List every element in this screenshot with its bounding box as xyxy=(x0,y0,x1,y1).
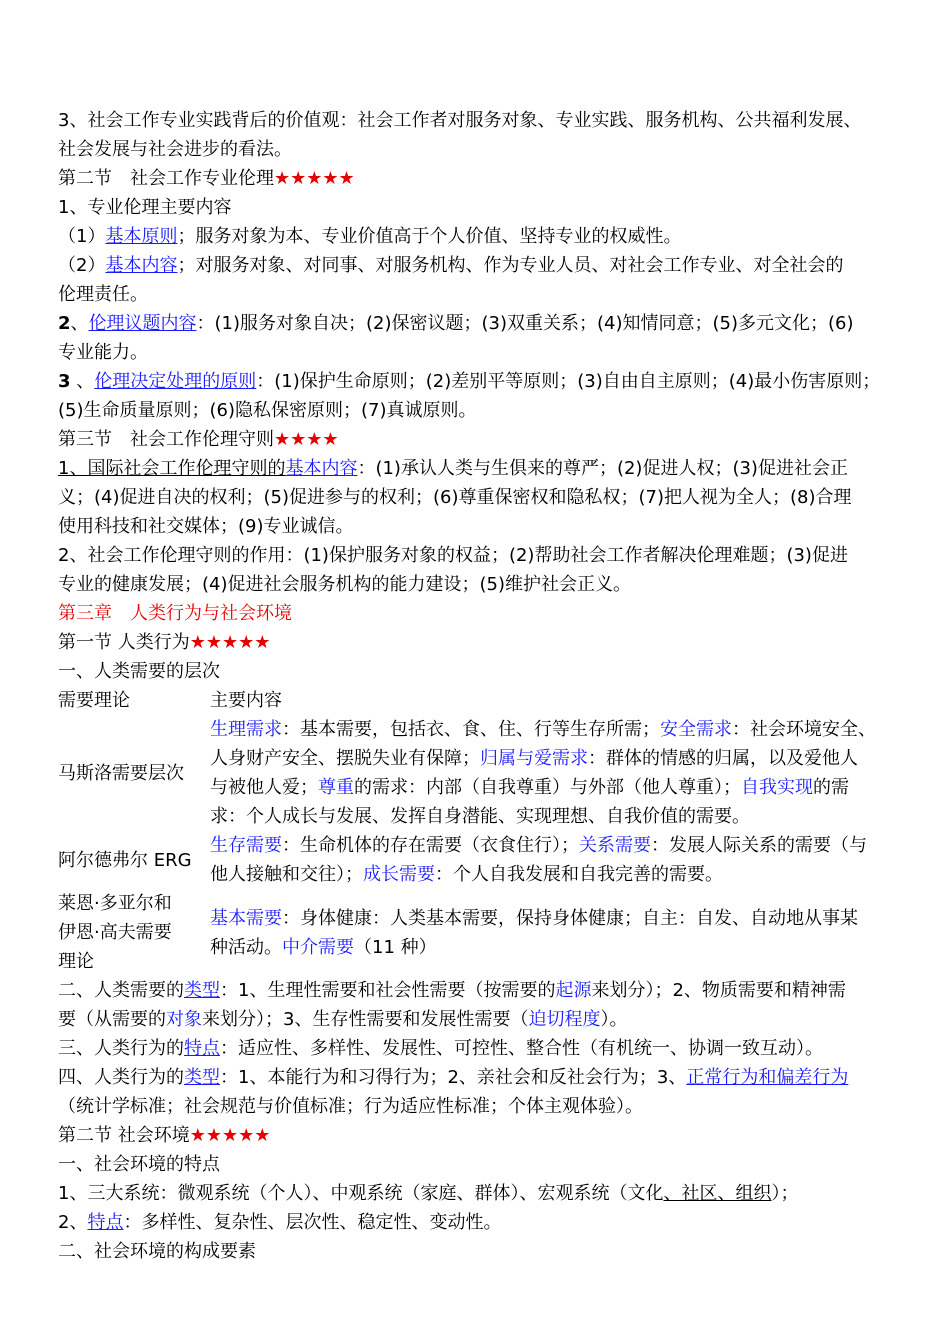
keyword-link[interactable]: 特点 xyxy=(184,1038,220,1059)
list-item: （2）基本内容；对服务对象、对同事、对服务机构、作为专业人员、对社会工作专业、对全社会的 xyxy=(58,255,844,276)
paragraph-line: (5)生命质量原则；(6)隐私保密原则；(7)真诚原则。 xyxy=(58,400,477,421)
paragraph-line: 3、社会工作专业实践背后的价值观：社会工作者对服务对象、专业实践、服务机构、公共福利发展、 xyxy=(58,110,862,131)
keyword-link[interactable]: 伦理决定处理的原则 xyxy=(94,371,257,392)
theory-name: 阿尔德弗尔 ERG xyxy=(58,849,192,871)
keyword-link[interactable]: 基本内容 xyxy=(105,255,178,276)
keyword-link[interactable]: 类型 xyxy=(184,1067,220,1088)
list-item: 2、伦理议题内容：(1)服务对象自决；(2)保密议题；(3)双重关系；(4)知情同意；(5)多元文化；(6) xyxy=(58,313,854,334)
keyword-link[interactable]: 伦理议题内容 xyxy=(88,313,197,334)
paragraph-line: 要（从需要的对象来划分）；3、生存性需要和发展性需要（迫切程度）。 xyxy=(58,1009,628,1030)
list-item: 1、国际社会工作伦理守则的基本内容：(1)承认人类与生俱来的尊严；(2)促进人权；(3)促进社会正 xyxy=(58,458,848,479)
list-item: 3 、伦理决定处理的原则：(1)保护生命原则；(2)差别平等原则；(3)自由自主原则；(4)最小伤害原则； xyxy=(58,371,881,392)
paragraph-line: 使用科技和社交媒体；(9)专业诚信。 xyxy=(58,516,354,537)
list-item: （1）基本原则；服务对象为本、专业价值高于个人价值、坚持专业的权威性。 xyxy=(58,226,682,247)
theory-name: 马斯洛需要层次 xyxy=(58,762,184,784)
theory-content: 生理需求：基本需要，包括衣、食、住、行等生存所需；安全需求：社会环境安全、 人身财产安全、摆脱失业有保障；归属与爱需求：群体的情感的归属，以及爱他人 与被他人爱；尊重的需求：内部（自我尊重）与外部（他人尊重）；自我实现的需 求：个人成长与发展、发挥自身潜能、实现理想、自我价值的需要。 xyxy=(210,719,876,827)
item-title: 二、社会环境的构成要素 xyxy=(58,1241,256,1262)
list-item: 二、人类需要的类型：1、生理性需要和社会性需要（按需要的起源来划分）；2、物质需要和精神需 xyxy=(58,980,846,1001)
keyword-link[interactable]: 特点 xyxy=(87,1212,124,1233)
rating-stars: ★★★★★ xyxy=(274,168,355,189)
item-title: 1、专业伦理主要内容 xyxy=(58,197,232,218)
table-header-cell: 需要理论 xyxy=(58,690,130,711)
needs-theory-table xyxy=(58,686,900,976)
table-row xyxy=(58,889,900,976)
paragraph-line: 伦理责任。 xyxy=(58,284,148,305)
item-title: 一、人类需要的层次 xyxy=(58,661,220,682)
section-heading: 第二节 社会工作专业伦理★★★★★ xyxy=(58,168,355,189)
theory-name: 莱恩·多亚尔和 伊恩·高夫需要 理论 xyxy=(58,893,172,972)
paragraph-line: （统计学标准；社会规范与价值标准；行为适应性标准；个体主观体验）。 xyxy=(58,1096,643,1117)
list-item: 四、人类行为的类型：1、本能行为和习得行为；2、亲社会和反社会行为；3、正常行为和偏差行为 xyxy=(58,1067,849,1088)
list-item: 1、三大系统：微观系统（个人）、中观系统（家庭、群体）、宏观系统（文化、社区、组织）； xyxy=(58,1183,799,1204)
table-row xyxy=(58,831,900,889)
rating-stars: ★★★★★ xyxy=(189,632,271,653)
document-page xyxy=(58,106,900,1266)
paragraph-line: 专业的健康发展；(4)促进社会服务机构的能力建设；(5)维护社会正义。 xyxy=(58,574,631,595)
rating-stars: ★★★★ xyxy=(274,429,339,450)
keyword-link[interactable]: 基本内容 xyxy=(285,458,358,479)
section-heading: 第二节 社会环境★★★★★ xyxy=(58,1125,271,1146)
list-item: 三、人类行为的特点：适应性、多样性、发展性、可控性、整合性（有机统一、协调一致互动）。 xyxy=(58,1038,823,1059)
table-row xyxy=(58,715,900,831)
chapter-heading: 第三章 人类行为与社会环境 xyxy=(58,603,292,624)
table-header-row xyxy=(58,686,900,715)
list-item: 2、特点：多样性、复杂性、层次性、稳定性、变动性。 xyxy=(58,1212,502,1233)
section-heading: 第一节 人类行为★★★★★ xyxy=(58,632,271,653)
table-header-cell: 主要内容 xyxy=(210,690,282,711)
theory-content: 基本需要：身体健康：人类基本需要，保持身体健康；自主：自发、自动地从事某 种活动。中介需要（11 种） xyxy=(210,907,858,958)
keyword-link[interactable]: 基本原则 xyxy=(105,226,178,247)
keyword-link[interactable]: 正常行为和偏差行为 xyxy=(686,1067,849,1088)
item-title: 一、社会环境的特点 xyxy=(58,1154,220,1175)
paragraph-line: 义；(4)促进自决的权利；(5)促进参与的权利；(6)尊重保密权和隐私权；(7)把人视为全人；(8)合理 xyxy=(58,487,852,508)
paragraph-line: 专业能力。 xyxy=(58,342,148,363)
theory-content: 生存需要：生命机体的存在需要（衣食住行）；关系需要：发展人际关系的需要（与 他人接触和交往）；成长需要：个人自我发展和自我完善的需要。 xyxy=(210,835,867,885)
rating-stars: ★★★★★ xyxy=(189,1125,271,1146)
paragraph-line: 社会发展与社会进步的看法。 xyxy=(58,139,292,160)
section-heading: 第三节 社会工作伦理守则★★★★ xyxy=(58,429,339,450)
list-item: 2、社会工作伦理守则的作用：(1)保护服务对象的权益；(2)帮助社会工作者解决伦理难题；(3)促进 xyxy=(58,545,848,566)
keyword-link[interactable]: 类型 xyxy=(184,980,220,1001)
